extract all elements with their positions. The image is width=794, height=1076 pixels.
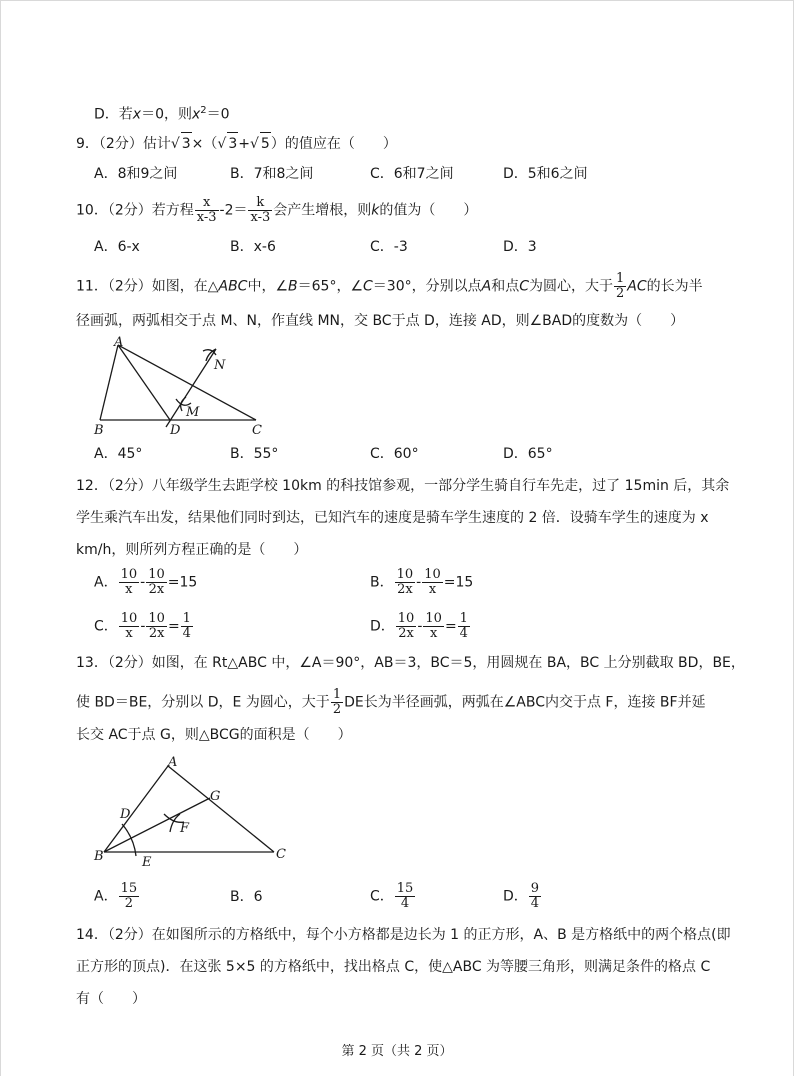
q12-b-d1: 2x <box>397 582 413 597</box>
q8-d-var2: x <box>192 106 201 123</box>
q14-stem-line2: 正方形的顶点)．在这张 5×5 的方格纸中，找出格点 C，使△ABC 为等腰三角形，则满足条件的格点 C <box>76 959 711 975</box>
q12-c-n1: 10 <box>120 611 138 626</box>
sqrt-icon: √ <box>170 136 180 152</box>
q9-radicand-2: 3 <box>227 132 238 155</box>
q13-fraction <box>331 688 343 717</box>
q12-d-n1: 10 <box>397 611 415 626</box>
q11-t10: C <box>519 278 529 295</box>
q11-t8: A <box>481 278 492 295</box>
q9-head: 9．（2分）估计 <box>76 136 171 152</box>
q10-fraction-1 <box>195 196 219 225</box>
q12-a-n1: 10 <box>120 567 138 582</box>
q12-c-frac3 <box>181 612 193 641</box>
q12-a-eq: =15 <box>167 574 198 591</box>
q13-seg-ac <box>168 766 274 852</box>
q11-t2: ABC <box>218 278 248 295</box>
q12-b-label: B． <box>370 574 394 591</box>
q12-stem-line3: km/h，则所列方程正确的是（ ） <box>76 542 308 558</box>
q11-option-c: C．60° <box>370 446 419 462</box>
q11-option-a: A．45° <box>94 446 143 462</box>
q13-a-label: A． <box>94 888 118 905</box>
q13-d-n: 9 <box>530 881 540 896</box>
q10-option-d: D．3 <box>503 239 537 255</box>
q13-stem-line1: 13．（2分）如图，在 Rt△ABC 中，∠A＝90°，AB＝3，BC＝5，用圆规在 BA，BC 上分别截取 BD，BE， <box>76 655 745 671</box>
q12-c-frac1 <box>119 612 140 641</box>
q10-option-c: C．-3 <box>370 239 408 255</box>
q9-stem <box>76 132 397 155</box>
q13-arc-de <box>122 824 136 856</box>
q8-option-d <box>94 100 230 126</box>
q13-stem-line2 <box>76 688 706 717</box>
q12-d-label: D． <box>370 618 395 635</box>
q10-stem <box>76 196 477 225</box>
q10-head: 10．（2分）若方程 <box>76 202 194 219</box>
q8-d-exponent: 2 <box>200 105 207 116</box>
q13-d-label: D． <box>503 888 528 905</box>
q12-c-label: C． <box>94 618 118 635</box>
q12-d-n2: 10 <box>425 611 442 626</box>
q10-fraction-2 <box>248 196 272 225</box>
q9-option-d: D．5和6之间 <box>503 166 588 182</box>
q11-option-b: B．55° <box>230 446 279 462</box>
q12-b-eq: =15 <box>443 574 474 591</box>
q11-label-m: M <box>186 405 200 420</box>
q12-b-n1: 10 <box>396 567 414 582</box>
q11-t12: AC <box>627 278 647 295</box>
q12-c-d3: 4 <box>182 626 191 641</box>
q11-t5: ＝65°，∠ <box>297 278 364 295</box>
q12-d-d3: 4 <box>459 626 468 641</box>
q8-d-text: ＝0，则 <box>141 106 192 123</box>
q11-label-n: N <box>214 358 226 373</box>
q11-f-den: 2 <box>615 286 625 301</box>
q12-d-frac1 <box>396 612 417 641</box>
q12-b-minus: - <box>416 574 422 591</box>
q13-t2: DE长为半径画弧，两弧在∠ABC内交于点 F，连接 BF并延 <box>344 694 706 711</box>
q11-t1: 11．（2分）如图，在△ <box>76 278 219 295</box>
q12-stem-line2: 学生乘汽车出发，结果他们同时到达，已知汽车的速度是骑车学生速度的 2 倍．设骑车学生的速度为 x <box>76 510 709 526</box>
q13-a-frac <box>119 882 140 911</box>
sqrt-icon: √ <box>217 136 227 152</box>
q11-label-c: C <box>252 423 262 438</box>
page-border-top <box>0 0 794 1</box>
q12-b-n2: 10 <box>424 567 441 582</box>
q8-d-var: x <box>132 106 142 123</box>
q13-option-c <box>370 882 416 911</box>
q13-d-frac <box>529 882 541 911</box>
q12-c-eq: = <box>167 618 180 635</box>
q13-option-b: B．6 <box>230 889 263 905</box>
q9-plus: + <box>238 136 250 152</box>
q13-label-a: A <box>168 755 178 770</box>
q11-f-num: 1 <box>615 271 625 286</box>
q12-d-frac3 <box>458 612 470 641</box>
q12-c-d1: x <box>125 626 133 641</box>
q9-option-a: A．8和9之间 <box>94 166 178 182</box>
q10-tail-2: 的值为（ ） <box>379 202 478 219</box>
q10-k: k <box>371 202 380 219</box>
q13-c-d: 4 <box>400 896 410 911</box>
q11-t6: C <box>363 278 373 295</box>
q13-c-frac <box>395 882 416 911</box>
q13-t1: 使 BD＝BE，分别以 D，E 为圆心，大于 <box>76 694 330 711</box>
q9-times: ×（ <box>191 136 218 152</box>
q12-d-d1: 2x <box>398 626 414 641</box>
q13-label-c: C <box>276 847 286 862</box>
q12-a-frac2 <box>146 568 167 597</box>
q11-figure <box>88 335 278 440</box>
q13-figure <box>88 752 298 870</box>
q13-stem-line3: 长交 AC于点 G，则△BCG的面积是（ ） <box>76 727 352 743</box>
q13-f-den: 2 <box>332 702 342 717</box>
q12-d-d2: x <box>429 626 438 641</box>
q11-t3: 中，∠ <box>247 278 289 295</box>
q12-stem-line1: 12．（2分）八年级学生去距学校 10km 的科技馆参观，一部分学生骑自行车先走，过了 15min 后，其余 <box>76 478 730 494</box>
q10-f1-den: x-3 <box>196 210 217 225</box>
q12-c-n3: 1 <box>182 611 191 626</box>
q10-mid: -2＝ <box>219 202 248 219</box>
page-footer: 第 2 页（共 2 页） <box>341 1044 453 1059</box>
q13-c-label: C． <box>370 888 394 905</box>
q12-d-eq: = <box>444 618 457 635</box>
q11-t7: ＝30°，分别以点 <box>372 278 482 295</box>
q8-d-label: D．若 <box>94 106 133 123</box>
q13-option-a <box>94 882 140 911</box>
q11-t4: B <box>288 278 298 295</box>
q9-option-b: B．7和8之间 <box>230 166 314 182</box>
q12-option-c <box>94 612 194 641</box>
q11-option-d: D．65° <box>503 446 553 462</box>
q13-d-d: 4 <box>530 896 540 911</box>
q12-option-a <box>94 568 197 597</box>
q12-c-n2: 10 <box>148 611 165 626</box>
q12-a-d1: x <box>125 582 133 597</box>
q13-c-n: 15 <box>396 881 414 896</box>
q13-label-b: B <box>94 849 104 864</box>
q12-c-d2: 2x <box>148 626 165 641</box>
q13-a-d: 2 <box>124 896 133 911</box>
q9-radicand-3: 5 <box>260 132 271 155</box>
q12-a-frac1 <box>119 568 140 597</box>
q12-d-frac2 <box>423 612 444 641</box>
q11-stem-line1 <box>76 272 703 301</box>
page-border-left <box>0 0 1 1076</box>
q9-radicand-1: 3 <box>181 132 192 155</box>
q10-tail-1: 会产生增根，则 <box>273 202 372 219</box>
q13-label-d: D <box>120 807 131 822</box>
q12-option-b <box>370 568 473 597</box>
q12-c-minus: - <box>140 618 146 635</box>
q12-a-n2: 10 <box>148 567 165 582</box>
q13-option-d <box>503 882 542 911</box>
q9-tail: ）的值应在（ ） <box>270 136 397 152</box>
q12-d-minus: - <box>417 618 423 635</box>
sqrt-icon: √ <box>249 136 259 152</box>
q12-a-label: A． <box>94 574 118 591</box>
q13-label-f: F <box>180 821 190 836</box>
q11-stem-line2: 径画弧，两弧相交于点 M、N，作直线 MN，交 BC于点 D，连接 AD，则∠BAD的度数为（ ） <box>76 313 685 329</box>
q10-option-b: B．x-6 <box>230 239 276 255</box>
q12-c-frac2 <box>146 612 167 641</box>
q11-label-b: B <box>94 423 104 438</box>
q12-option-d <box>370 612 471 641</box>
q11-label-d: D <box>170 423 181 438</box>
q10-f2-num: k <box>248 196 272 211</box>
q13-a-n: 15 <box>120 881 138 896</box>
q13-seg-ab <box>104 766 168 852</box>
q14-stem-line1: 14．（2分）在如图所示的方格纸中，每个小方格都是边长为 1 的正方形，A、B 是方格纸中的两个格点(即 <box>76 927 731 943</box>
q11-seg-ad <box>118 345 170 420</box>
q10-f1-num: x <box>195 196 219 211</box>
q13-label-g: G <box>210 789 221 804</box>
q11-fraction <box>614 272 626 301</box>
q12-b-d2: x <box>428 582 437 597</box>
q12-d-n3: 1 <box>459 611 468 626</box>
q12-b-frac2 <box>422 568 443 597</box>
q9-option-c: C．6和7之间 <box>370 166 454 182</box>
q11-seg-ab <box>100 345 118 420</box>
q13-f-num: 1 <box>332 687 342 702</box>
q12-a-minus: - <box>140 574 146 591</box>
q11-t13: 的长为半 <box>646 278 703 295</box>
q12-a-d2: 2x <box>148 582 165 597</box>
q14-stem-line3: 有（ ） <box>76 991 146 1007</box>
q11-label-a: A <box>114 335 124 350</box>
q11-t9: 和点 <box>491 278 520 295</box>
q12-b-frac1 <box>395 568 416 597</box>
q11-t11: 为圆心，大于 <box>528 278 613 295</box>
q8-d-tail: ＝0 <box>206 106 230 123</box>
q10-option-a: A．6-x <box>94 239 140 255</box>
q13-arc-f2 <box>170 814 180 832</box>
q13-label-e: E <box>142 855 152 870</box>
q10-f2-den: x-3 <box>250 210 271 225</box>
